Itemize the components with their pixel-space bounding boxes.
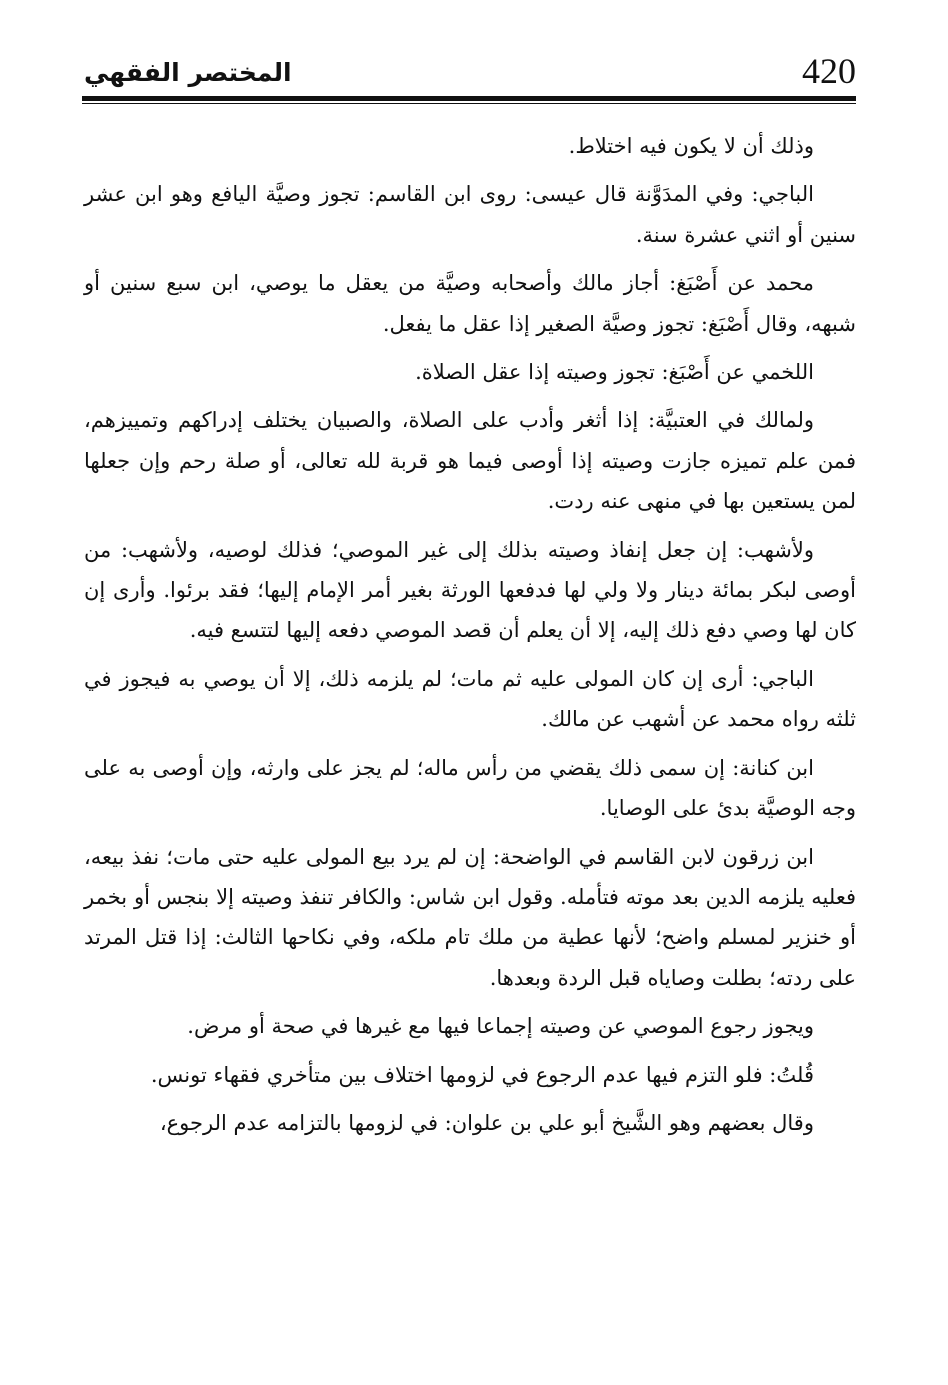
paragraph: قُلتُ: فلو التزم فيها عدم الرجوع في لزومها اختلاف بين متأخري فقهاء تونس. [150, 1062, 814, 1087]
paragraph: ولمالك في العتبيَّة: إذا أثغر وأدب على الصلاة، والصبيان يختلف إدراكهم وتمييزهم، فمن علم تميزه جازت وصيته إذا أوصى فيما هو قربة لله تعالى، أو صلة رحم وإن جعلها لمن يستعين بها في منهى عنه ردت. [84, 408, 856, 514]
paragraph: ابن زرقون لابن القاسم في الواضحة: إن لم يرد بيع المولى عليه حتى مات؛ نفذ بيعه، فعليه يلزمه الدين بعد موته فتأمله. وقول ابن شاس: والكافر تنفذ وصيته إلا بنجس أو بخمر أو خنزير لمسلم واضح؛ لأنها عطية من ملك تام ملكه، وفي نكاحها الثالث: إذا قتل المرتد على ردته؛ بطلت وصاياه قبل الردة وبعدها. [84, 844, 856, 990]
paragraph: وقال بعضهم وهو الشَّيخ أبو علي بن علوان: في لزومها بالتزامه عدم الرجوع، [159, 1110, 814, 1135]
paragraph: ولأشهب: إن جعل إنفاذ وصيته بذلك إلى غير الموصي؛ فذلك لوصيه، ولأشهب: من أوصى لبكر بمائة دينار ولا ولي لها فدفعها الورثة بغير أمر الإمام إليها؛ فقد برئوا. وأرى إن كان لها وصي دفع ذلك إليه، إلا أن يعلم أن قصد الموصي دفعه إليها لتتسع فيه. [84, 537, 856, 643]
page-header [84, 50, 856, 96]
paragraph: الباجي: وفي المدَوَّنة قال عيسى: روى ابن القاسم: تجوز وصيَّة اليافع وهو ابن عشر سنين أو اثني عشرة سنة. [84, 182, 856, 247]
paragraph: الباجي: أرى إن كان المولى عليه ثم مات؛ لم يلزمه ذلك، إلا أن يوصي به فيجوز في ثلثه رواه محمد عن أشهب عن مالك. [84, 666, 856, 732]
paragraph: وذلك أن لا يكون فيه اختلاط. [568, 134, 814, 158]
paragraph: ابن كنانة: إن سمى ذلك يقضي من رأس ماله؛ لم يجز على وارثه، وإن أوصى به على وجه الوصيَّة بدئ على الوصايا. [84, 755, 856, 821]
running-title: المختصر الفقهي [84, 58, 292, 87]
header-rule-thin [82, 103, 856, 104]
body-text [84, 126, 856, 1151]
paragraph: اللخمي عن أَصْبَغ: تجوز وصيته إذا عقل الصلاة. [415, 360, 814, 385]
paragraph: ويجوز رجوع الموصي عن وصيته إجماعا فيها مع غيرها في صحة أو مرض. [187, 1014, 814, 1039]
header-rule-thick [82, 96, 856, 101]
page-number: 420 [802, 51, 856, 91]
paragraph: محمد عن أَصْبَغ: أجاز مالك وأصحابه وصيَّة من يعقل ما يوصي، ابن سبع سنين أو شبهه، وقال أَصْبَغ: تجوز وصيَّة الصغير إذا عقل ما يفعل. [84, 271, 856, 336]
